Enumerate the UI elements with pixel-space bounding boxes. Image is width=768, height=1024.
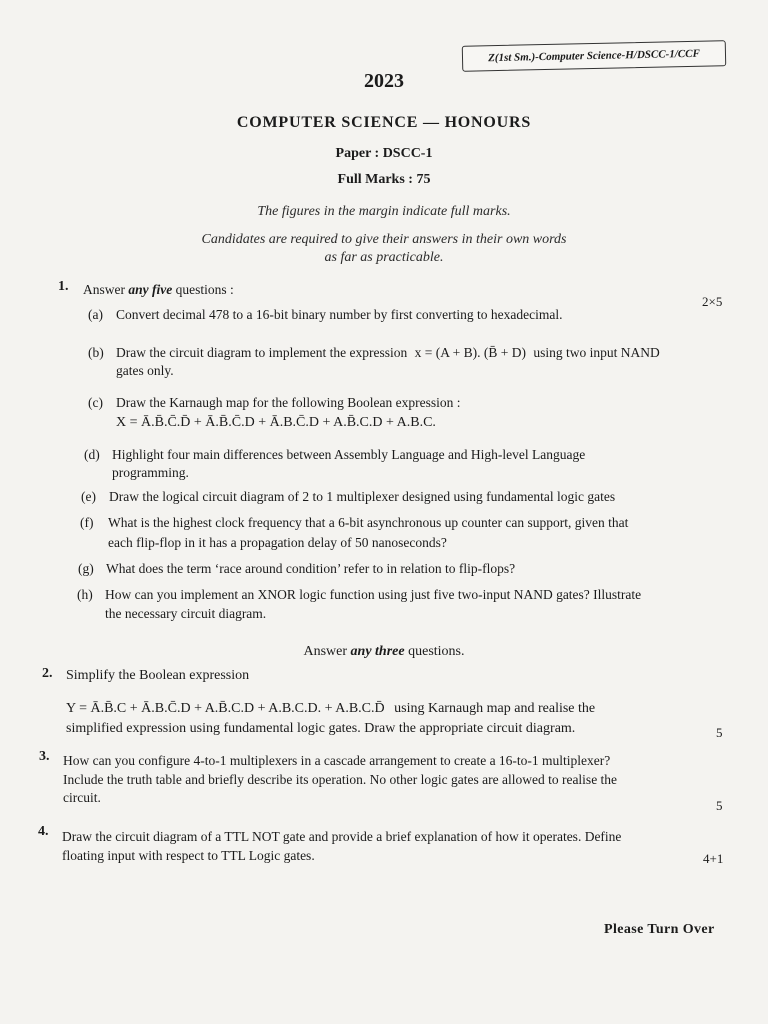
- exam-year: 2023: [364, 70, 404, 92]
- q1-part-d: (d) Highlight four main differences between Assembly Language and High-level Language: [84, 447, 586, 462]
- instruction-practicable: as far as practicable.: [324, 250, 444, 265]
- instruction-margin: The figures in the margin indicate full marks.: [257, 204, 511, 219]
- section-header: Answer any three questions.: [303, 644, 465, 659]
- q1-part-f-line2: each flip-flop in it has a propagation delay of 50 nanoseconds?: [108, 535, 447, 550]
- q1-part-b-line2: gates only.: [116, 363, 174, 378]
- q1-number: 1.: [58, 279, 69, 294]
- q3-line3: circuit.: [63, 790, 101, 805]
- q1-part-h: (h) How can you implement an XNOR logic function using just five two-input NAND gates? Illustrate: [77, 587, 642, 602]
- q2-expression-line: Y = Ā.B̄.C + Ā.B.C̄.D + A.B̄.C.D + A.B.C.D. + A.B.C.D̄ using Karnaugh map and realise the: [66, 701, 596, 716]
- q4-line2: floating input with respect to TTL Logic gates.: [62, 848, 315, 863]
- q1-b-expression: x = (A + B). (B̄ + D): [414, 345, 527, 360]
- q4-line1: Draw the circuit diagram of a TTL NOT gate and provide a brief explanation of how it operates. Define: [62, 829, 622, 844]
- q2-line1: Simplify the Boolean expression: [66, 668, 250, 683]
- full-marks: Full Marks : 75: [337, 172, 431, 187]
- q1-prompt: Answer any five questions :: [83, 282, 234, 297]
- q2-marks: 5: [716, 725, 723, 740]
- q3-marks: 5: [716, 798, 723, 813]
- q4-marks: 4+1: [703, 851, 724, 866]
- q3-number: 3.: [39, 749, 50, 764]
- instruction-own-words: Candidates are required to give their answers in their own words: [201, 232, 567, 247]
- q3-line2: Include the truth table and briefly describe its operation. No other logic gates are allowed to realise the: [63, 772, 618, 787]
- q1-marks: 2×5: [702, 294, 723, 309]
- q1-part-g: (g) What does the term ‘race around condition’ refer to in relation to flip-flops?: [78, 561, 516, 576]
- q1-part-c: (c) Draw the Karnaugh map for the following Boolean expression :: [88, 395, 461, 410]
- q4-number: 4.: [38, 824, 49, 839]
- q2-number: 2.: [42, 666, 53, 681]
- q1-part-h-line2: the necessary circuit diagram.: [105, 606, 267, 621]
- q2-expression: Y = Ā.B̄.C + Ā.B.C̄.D + A.B̄.C.D + A.B.C.D. + A.B.C.D̄: [66, 701, 385, 716]
- paper-code: Paper : DSCC-1: [335, 146, 433, 161]
- q3-line1: How can you configure 4-to-1 multiplexers in a cascade arrangement to create a 16-to-1 multiplexer?: [63, 753, 611, 768]
- subject-title: COMPUTER SCIENCE — HONOURS: [236, 114, 532, 131]
- q2-line2: simplified expression using fundamental logic gates. Draw the appropriate circuit diagram.: [66, 721, 576, 736]
- q1-part-b: (b) Draw the circuit diagram to implement the expression x = (A + B). (B̄ + D) using two input NAND: [88, 345, 660, 360]
- q1-part-f: (f) What is the highest clock frequency that a 6-bit asynchronous up counter can support, given that: [80, 515, 629, 530]
- q1-c-expression: X = Ā.B̄.C̄.D̄ + Ā.B̄.C̄.D + Ā.B.C̄.D + A.B̄.C.D + A.B.C.: [116, 415, 436, 430]
- please-turn-over: Please Turn Over: [604, 922, 715, 937]
- q1-part-d-line2: programming.: [112, 465, 189, 480]
- paper-code-box: Z(1st Sm.)-Computer Science-H/DSCC-1/CCF: [462, 40, 726, 72]
- q1-part-a: (a) Convert decimal 478 to a 16-bit binary number by first converting to hexadecimal.: [88, 307, 563, 322]
- q1-part-e: (e) Draw the logical circuit diagram of 2 to 1 multiplexer designed using fundamental logic gates: [81, 489, 616, 504]
